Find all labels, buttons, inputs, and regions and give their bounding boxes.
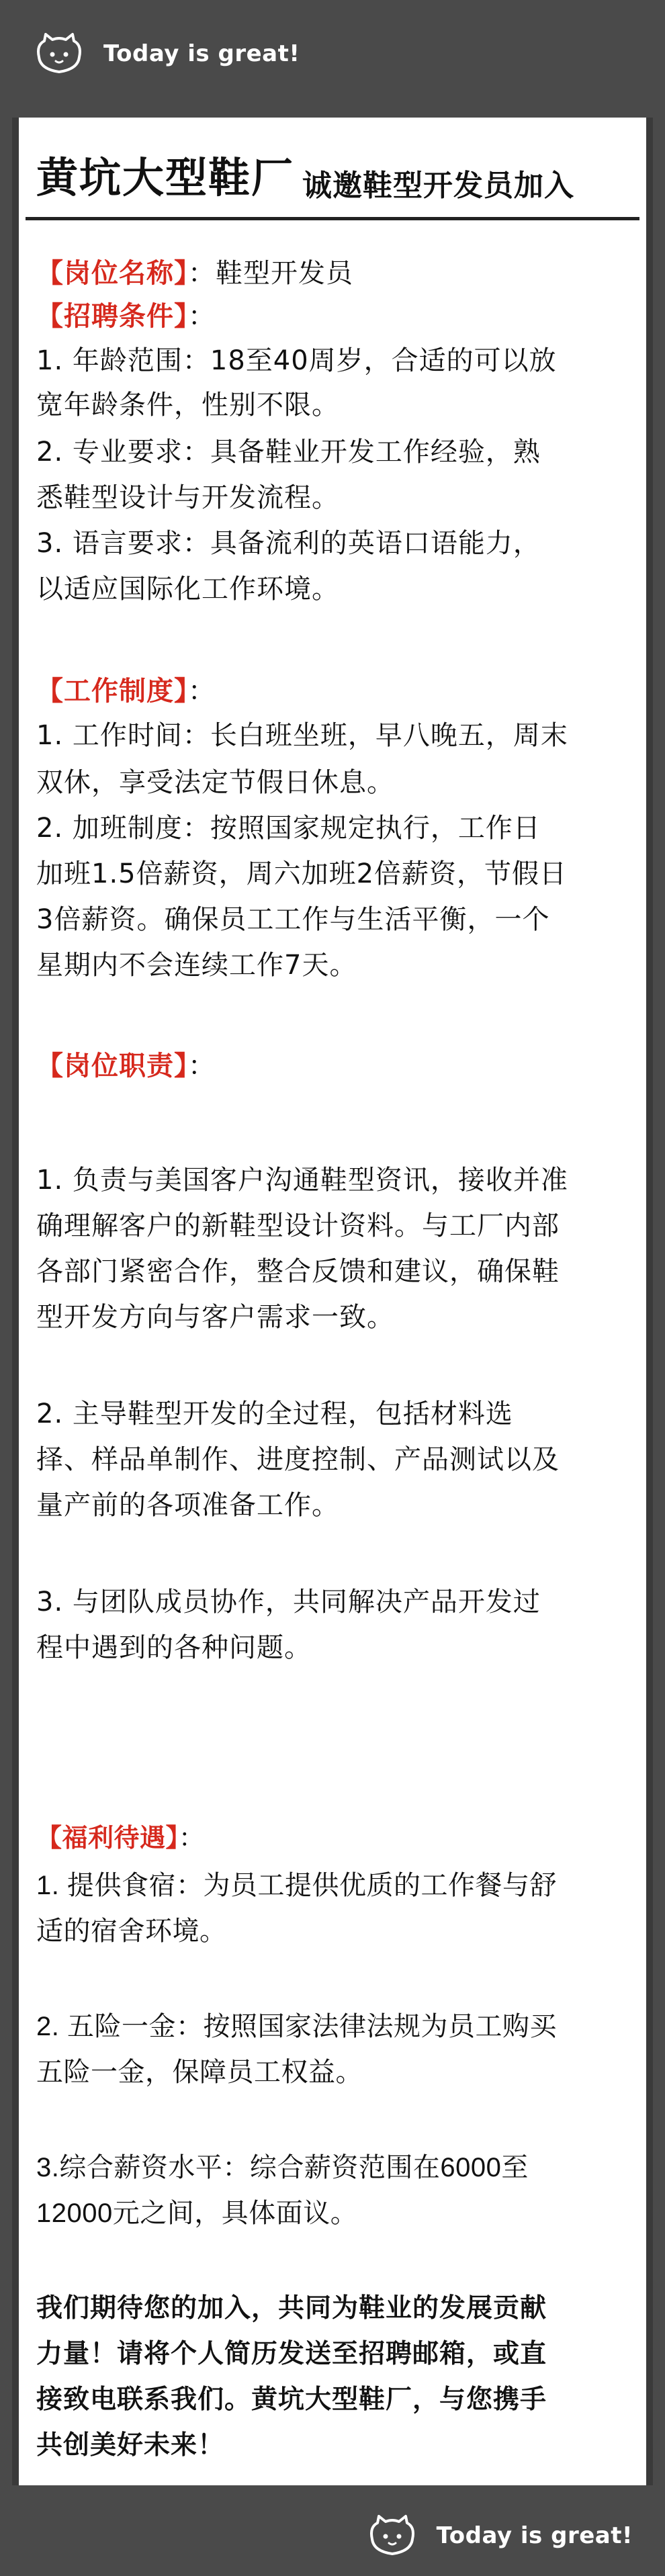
duties-line: 确理解客户的新鞋型设计资料。与工厂内部	[36, 1210, 560, 1241]
work-system-label: 【工作制度】	[36, 676, 188, 707]
benefits-line: 3.综合薪资水平：综合薪资范围在6000至	[36, 2153, 529, 2182]
work-system-sep: ：	[188, 676, 216, 707]
benefits-line: 适的宿舍环境。	[36, 1916, 227, 1946]
position-label: 【岗位名称】	[36, 258, 188, 289]
duties-line: 1. 负责与美国客户沟通鞋型资讯，接收并准	[36, 1165, 568, 1196]
position-row	[36, 252, 633, 295]
duties-line: 3. 与团队成员协作，共同解决产品开发过	[36, 1587, 541, 1617]
work-system-heading	[36, 670, 633, 713]
title-sub: 诚邀鞋型开发员加入	[302, 169, 575, 203]
closing-line: 力量！请将个人简历发送至招聘邮箱，或直	[36, 2339, 547, 2369]
benefits-line: 五险一金，保障员工权益。	[36, 2057, 363, 2087]
footer-bar	[0, 2495, 665, 2576]
requirements-label: 【招聘条件】	[36, 301, 188, 332]
duties-line: 程中遇到的各种问题。	[36, 1632, 312, 1663]
closing-line: 我们期待您的加入，共同为鞋业的发展贡献	[36, 2293, 547, 2323]
requirements-heading	[36, 295, 633, 338]
title-main: 黄坑大型鞋厂	[36, 153, 295, 202]
requirements-line: 悉鞋型设计与开发流程。	[36, 482, 339, 513]
duties-line: 量产前的各项准备工作。	[36, 1490, 339, 1521]
work-system-line: 星期内不会连续工作7天。	[36, 950, 357, 981]
page-title	[36, 144, 633, 204]
requirements-line: 3. 语言要求：具备流利的英语口语能力，	[36, 528, 541, 559]
requirements-line: 1. 年龄范围：18至40周岁，合适的可以放	[36, 345, 557, 376]
work-system-line: 1. 工作时间：长白班坐班，早八晚五，周末	[36, 720, 568, 751]
cat-logo-icon	[365, 2512, 419, 2559]
position-sep: ：	[188, 258, 216, 289]
closing-line: 共创美好未来！	[36, 2430, 225, 2460]
header-tagline: Today is great!	[103, 40, 300, 67]
requirements-line: 宽年龄条件，性别不限。	[36, 390, 339, 420]
work-system-line: 加班1.5倍薪资，周六加班2倍薪资，节假日	[36, 858, 568, 889]
duties-line: 型开发方向与客户需求一致。	[36, 1302, 394, 1333]
benefits-line: 12000元之间，具体面议。	[36, 2199, 358, 2228]
requirements-sep: ：	[188, 301, 216, 332]
benefits-line: 1. 提供食宿：为员工提供优质的工作餐与舒	[36, 1871, 557, 1900]
duties-line: 2. 主导鞋型开发的全过程，包括材料选	[36, 1398, 513, 1429]
duties-sep: ：	[188, 1051, 216, 1081]
title-divider	[26, 217, 639, 220]
duties-heading	[36, 1045, 633, 1087]
work-system-line: 2. 加班制度：按照国家规定执行，工作日	[36, 813, 541, 844]
duties-line: 各部门紧密合作，整合反馈和建议，确保鞋	[36, 1256, 560, 1287]
benefits-line: 2. 五险一金：按照国家法律法规为员工购买	[36, 2012, 557, 2041]
duties-label: 【岗位职责】	[36, 1051, 188, 1081]
benefits-heading	[36, 1817, 633, 1860]
work-system-line: 3倍薪资。确保员工工作与生活平衡，一个	[36, 904, 550, 935]
requirements-line: 以适应国际化工作环境。	[36, 574, 339, 605]
closing-line: 接致电联系我们。黄坑大型鞋厂，与您携手	[36, 2385, 547, 2415]
position-value: 鞋型开发员	[216, 258, 353, 289]
benefits-label: 【福利待遇】	[36, 1824, 179, 1853]
requirements-line: 2. 专业要求：具备鞋业开发工作经验，熟	[36, 437, 541, 468]
cat-logo-icon	[32, 30, 86, 77]
benefits-sep: ：	[179, 1824, 205, 1853]
duties-line: 择、样品单制作、进度控制、产品测试以及	[36, 1444, 560, 1475]
work-system-line: 双休，享受法定节假日休息。	[36, 767, 394, 798]
recruitment-card	[12, 118, 653, 2485]
header-bar	[0, 0, 665, 107]
footer-tagline: Today is great!	[436, 2522, 633, 2549]
